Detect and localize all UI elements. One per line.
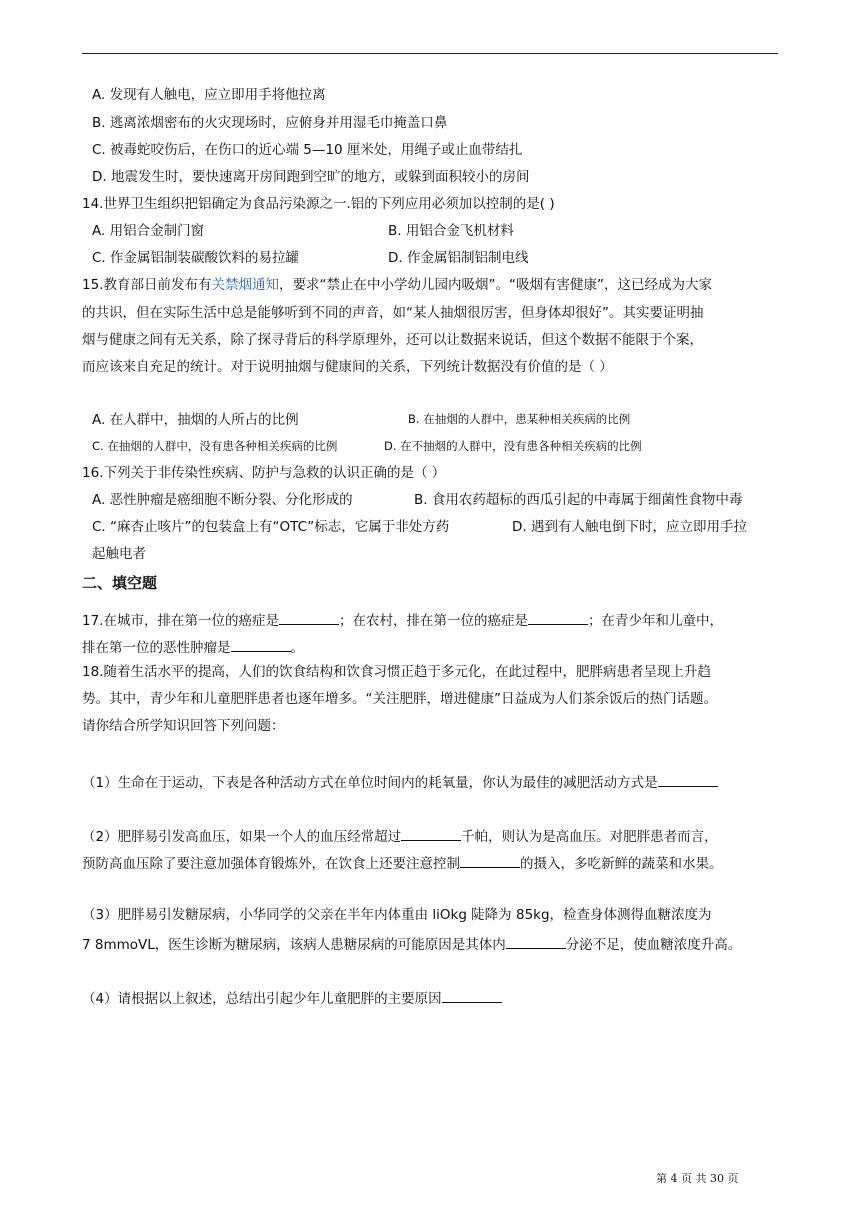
q17-text: ；在青少年和儿童中，: [587, 613, 723, 630]
q17-text: ；在农村，排在第一位的癌症是: [338, 613, 528, 630]
q15-option-d: D. 在不抽烟的人群中，没有患各种相关疾病的比例: [384, 439, 642, 453]
q15-line-3: 烟与健康之间有无关系，除了探寻背后的科学原理外，还可以让数据来说话，但这个数据不能限于个案，: [82, 332, 703, 348]
q18-part-3-line-2: [82, 934, 741, 953]
q15-text: 15.教育部日前发布有: [82, 277, 212, 293]
q18-text: （1）生命在于运动，下表是各种活动方式在单位时间内的耗氧量，你认为最佳的减肥活动方式是: [82, 775, 658, 792]
q18-part-3-line-1: （3）肥胖易引发糖尿病，小华同学的父亲在半年内体重由 liOkg 陡降为 85kg，检查身体测得血糖浓度为: [82, 907, 712, 923]
answer-blank[interactable]: [279, 610, 339, 625]
q16-option-d-cont: 起触电者: [92, 546, 146, 562]
q15-option-a: A. 在人群中，抽烟的人所占的比例: [92, 412, 299, 428]
q18-text: 的摄入，多吃新鲜的蔬菜和水果。: [520, 856, 723, 873]
notice-link[interactable]: 关禁烟通知: [211, 277, 279, 293]
answer-blank[interactable]: [401, 826, 461, 841]
answer-blank[interactable]: [442, 988, 502, 1003]
q18-line-3: 请你结合所学知识回答下列问题：: [82, 718, 285, 734]
q18-line-2: 势。其中，青少年和儿童肥胖患者也逐年增多。“关注肥胖，增进健康”日益成为人们茶余饭后的热门话题。: [82, 691, 717, 707]
q15-option-c: C. 在抽烟的人群中，没有患各种相关疾病的比例: [92, 439, 338, 453]
q15-text: ，要求“禁止在中小学幼儿园内吸烟”。“吸烟有害健康”，这已经成为大家: [278, 277, 712, 293]
section-heading-fill-blank: 二、填空题: [82, 574, 158, 592]
q14-option-a: A. 用铝合金制门窗: [92, 223, 205, 239]
q13-option-b: B. 逃离浓烟密布的火灾现场时，应俯身并用湿毛巾掩盖口鼻: [92, 115, 448, 131]
header-rule: [82, 53, 778, 54]
q15-line-1: [82, 277, 712, 293]
page-number: 第 4 页 共 30 页: [656, 1172, 739, 1185]
q18-text: 千帕，则认为是高血压。对肥胖患者而言，: [461, 829, 718, 846]
q17-line-2: [82, 637, 304, 656]
q16-option-a: A. 恶性肿瘤是癌细胞不断分裂、分化形成的: [92, 492, 353, 508]
q14-stem: 14.世界卫生组织把铝确定为食品污染源之一.铝的下列应用必须加以控制的是( ): [82, 196, 555, 212]
q14-option-d: D. 作金属铝制铝制电线: [388, 250, 529, 266]
answer-blank[interactable]: [506, 934, 566, 949]
q15-line-4: 而应该来自充足的统计。对于说明抽烟与健康间的关系，下列统计数据没有价值的是（ ）: [82, 359, 613, 375]
q14-option-c: C. 作金属铝制装碳酸饮料的易拉罐: [92, 250, 300, 266]
q17-text: 17.在城市，排在第一位的癌症是: [82, 613, 279, 630]
answer-blank[interactable]: [460, 853, 520, 868]
q15-line-2: 的共识，但在实际生活中总是能够听到不同的声音，如“某人抽烟很厉害，但身体却很好”。其实要证明抽: [82, 305, 704, 321]
q18-text: （2）肥胖易引发高血压，如果一个人的血压经常超过: [82, 829, 402, 846]
q18-part-1: [82, 772, 718, 791]
q18-text: 7 8mmoVL，医生诊断为糖尿病，该病人患糖尿病的可能原因是其体内: [82, 937, 506, 954]
q16-option-d: D. 遇到有人触电倒下时，应立即用手拉: [512, 519, 747, 535]
answer-blank[interactable]: [231, 637, 291, 652]
q17-text: 排在第一位的恶性肿瘤是: [82, 640, 231, 657]
q13-option-d: D. 地震发生时，要快速离开房间跑到空旷的地方，或躲到面积较小的房间: [92, 169, 530, 185]
q15-option-b: B. 在抽烟的人群中，患某种相关疾病的比例: [408, 412, 631, 426]
q18-text: 预防高血压除了要注意加强体育锻炼外，在饮食上还要注意控制: [82, 856, 460, 873]
q18-part-2-line-2: [82, 853, 723, 872]
q14-option-b: B. 用铝合金飞机材料: [388, 223, 514, 239]
q16-option-b: B. 食用农药超标的西瓜引起的中毒属于细菌性食物中毒: [414, 492, 743, 508]
q18-line-1: 18.随着生活水平的提高，人们的饮食结构和饮食习惯正趋于多元化，在此过程中，肥胖病患者呈现上升趋: [82, 664, 711, 680]
q18-text: 分泌不足，使血糖浓度升高。: [565, 937, 742, 954]
answer-blank[interactable]: [658, 772, 718, 787]
q18-part-4: [82, 988, 502, 1007]
q18-part-2-line-1: [82, 826, 718, 845]
q13-option-a: A. 发现有人触电，应立即用手将他拉离: [92, 87, 326, 103]
q17-text: 。: [290, 640, 304, 657]
q17-line-1: [82, 610, 723, 629]
answer-blank[interactable]: [528, 610, 588, 625]
q18-text: （4）请根据以上叙述，总结出引起少年儿童肥胖的主要原因: [82, 991, 442, 1008]
q16-option-c: C. “麻杏止咳片”的包装盒上有“OTC”标志，它属于非处方药: [92, 519, 450, 535]
q13-option-c: C. 被毒蛇咬伤后，在伤口的近心端 5—10 厘米处，用绳子或止血带结扎: [92, 142, 523, 158]
q16-stem: 16.下列关于非传染性疾病、防护与急救的认识正确的是（ ）: [82, 465, 446, 481]
